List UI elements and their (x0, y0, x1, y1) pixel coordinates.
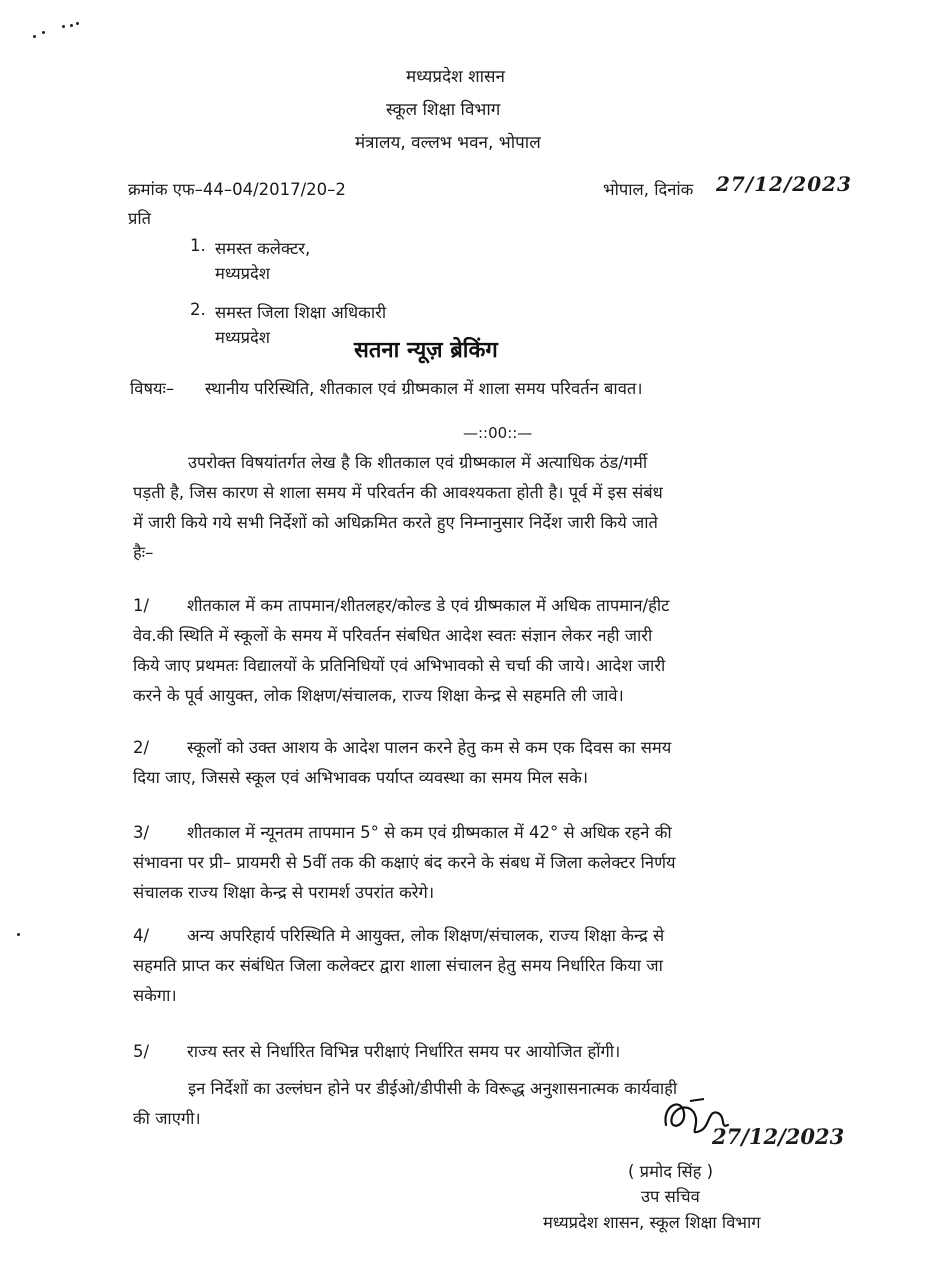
point-4-number: 4/ (133, 926, 150, 945)
recipient-1-line-1: समस्त कलेक्टर, (215, 239, 311, 258)
point-4-line-3: सकेगा। (133, 986, 177, 1005)
point-3-line-3: संचालक राज्य शिक्षा केन्द्र से परामर्श उपरांत करेगे। (133, 883, 435, 902)
recipient-1-number: 1. (190, 236, 206, 255)
point-1-line-2: वेव.की स्थिति में स्कूलों के समय में परिवर्तन संबधित आदेश स्वतः संज्ञान लेकर नही जारी (133, 626, 653, 645)
news-banner: सतना न्यूज़ ब्रेकिंग (354, 338, 498, 363)
point-5 (133, 1037, 813, 1067)
point-3 (133, 818, 813, 908)
recipient-2-line-2: मध्यप्रदेश (215, 328, 271, 347)
intro-line-1: उपरोक्त विषयांतर्गत लेख है कि शीतकाल एवं ग्रीष्मकाल में अत्याधिक ठंड/गर्मी (188, 453, 648, 472)
intro-paragraph (133, 448, 813, 568)
closing-line-1: इन निर्देशों का उल्लंघन होने पर डीईओ/डीपीसी के विरूद्ध अनुशासनात्मक कार्यवाही (188, 1079, 678, 1098)
signatory-designation: उप सचिव (641, 1187, 700, 1206)
closing-line-2: की जाएगी। (133, 1109, 201, 1128)
recipient-1-line-2: मध्यप्रदेश (215, 264, 271, 283)
point-4-line-2: सहमति प्राप्त कर संबंधित जिला कलेक्टर द्वारा शाला संचालन हेतु समय निर्धारित किया जा (133, 956, 663, 975)
place-date-label: भोपाल, दिनांक (603, 180, 694, 199)
signatory-department: मध्यप्रदेश शासन, स्कूल शिक्षा विभाग (543, 1213, 761, 1232)
point-2 (133, 733, 813, 793)
point-4 (133, 921, 813, 1011)
intro-line-2: पड़ती है, जिस कारण से शाला समय में परिवर्तन की आवश्यकता होती है। पूर्व में इस संबंध (133, 483, 663, 502)
subject-label: विषयः– (130, 379, 175, 398)
recipient-2-number: 2. (190, 300, 206, 319)
letterhead-line-2: स्कूल शिक्षा विभाग (386, 100, 501, 120)
signatory-name: ( प्रमोद सिंह ) (628, 1162, 714, 1181)
point-1-line-4: करने के पूर्व आयुक्त, लोक शिक्षण/संचालक, राज्य शिक्षा केन्द्र से सहमति ली जावे। (133, 686, 624, 705)
signature-date: 27/12/2023 (712, 1124, 845, 1149)
point-3-line-1: शीतकाल में न्यूनतम तापमान 5° से कम एवं ग्रीष्मकाल में 42° से अधिक रहने की (187, 823, 672, 842)
point-1-line-3: किये जाए प्रथमतः विद्यालयों के प्रतिनिधियों एवं अभिभावको से चर्चा की जाये। आदेश जारी (133, 656, 666, 675)
point-5-line-1: राज्य स्तर से निर्धारित विभिन्न परीक्षाएं निर्धारित समय पर आयोजित होंगी। (187, 1042, 621, 1061)
point-1 (133, 591, 813, 711)
point-2-line-1: स्कूलों को उक्त आशय के आदेश पालन करने हेतु कम से कम एक दिवस का समय (187, 738, 672, 757)
point-3-line-2: संभावना पर प्री– प्रायमरी से 5वीं तक की कक्षाएं बंद करने के संबध में जिला कलेक्टर निर्णय (133, 853, 676, 872)
intro-line-3: में जारी किये गये सभी निर्देशों को अधिक्रमित करते हुए निम्नानुसार निर्देश जारी किये जाते (133, 513, 658, 532)
handwritten-date: 27/12/2023 (716, 172, 852, 196)
intro-line-4: हैः– (133, 543, 154, 562)
letterhead-line-1: मध्यप्रदेश शासन (406, 67, 505, 87)
divider: —::00::— (463, 424, 533, 442)
point-1-line-1: शीतकाल में कम तापमान/शीतलहर/कोल्ड डे एवं ग्रीष्मकाल में अधिक तापमान/हीट (187, 596, 670, 615)
point-2-line-2: दिया जाए, जिससे स्कूल एवं अभिभावक पर्याप्त व्यवस्था का समय मिल सके। (133, 768, 588, 787)
point-1-number: 1/ (133, 596, 150, 615)
letterhead-line-3: मंत्रालय, वल्लभ भवन, भोपाल (355, 133, 541, 153)
point-3-number: 3/ (133, 823, 150, 842)
reference-number: क्रमांक एफ–44–04/2017/20–2 (128, 180, 346, 199)
point-2-number: 2/ (133, 738, 150, 757)
to-label: प्रति (128, 209, 152, 228)
subject-text: स्थानीय परिस्थिति, शीतकाल एवं ग्रीष्मकाल में शाला समय परिवर्तन बावत। (205, 379, 643, 398)
point-4-line-1: अन्य अपरिहार्य परिस्थिति मे आयुक्त, लोक शिक्षण/संचालक, राज्य शिक्षा केन्द्र से (187, 926, 665, 945)
point-5-number: 5/ (133, 1042, 150, 1061)
recipient-2-line-1: समस्त जिला शिक्षा अधिकारी (215, 303, 387, 322)
